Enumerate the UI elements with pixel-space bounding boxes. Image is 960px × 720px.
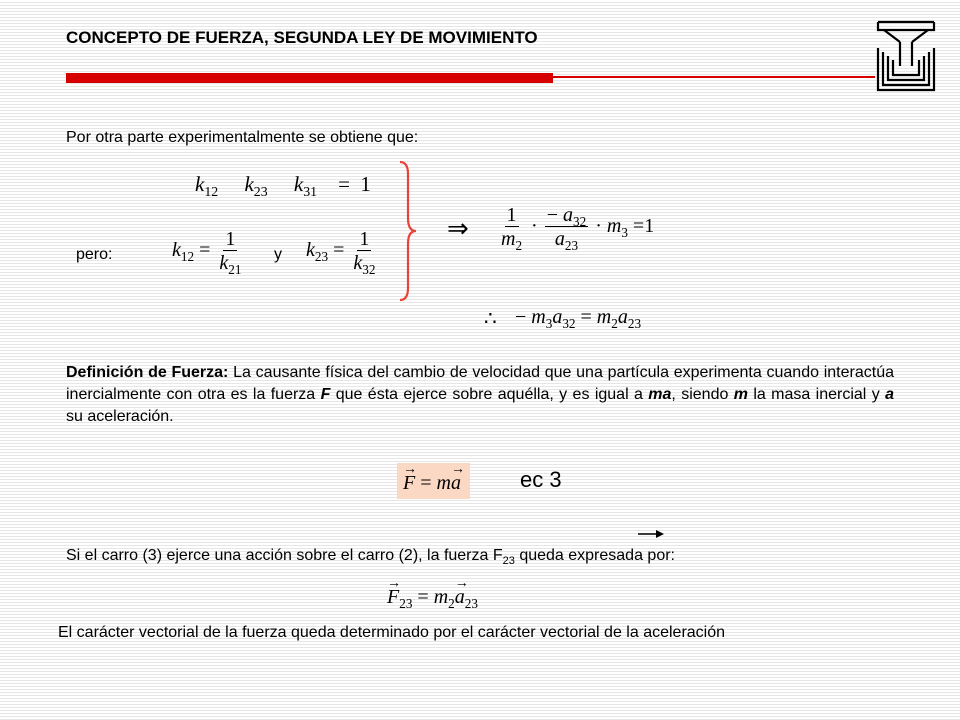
example-sentence: Si el carro (3) ejerce una acción sobre el carro (2), la fuerza $F_{23}$ queda expresada por: — [66, 547, 675, 568]
vector-arrow-icon — [637, 529, 665, 539]
y-label: y — [274, 246, 282, 263]
equation-k12: $k_{12}$ = $\frac{1}{k_{21}}$ — [172, 228, 242, 277]
institution-logo-icon — [874, 18, 938, 92]
k12-subscript: 12 — [204, 183, 219, 199]
newton-law-formula: → F = m→ a — [403, 472, 461, 495]
equation-number-label: ec 3 — [520, 467, 562, 492]
definition-label: Definición de Fuerza: — [66, 364, 229, 381]
implies-arrow-icon: ⇒ — [447, 214, 469, 243]
intro-text: Por otra parte experimentalmente se obtiene que: — [66, 129, 419, 146]
title-underline-line — [553, 76, 875, 78]
right-brace-icon — [396, 160, 420, 302]
equation-f23: → $F_{23} = m_2\to a_{23}$ — [387, 586, 478, 609]
conclusion-paragraph: El carácter vectorial de la fuerza queda determinado por el carácter vectorial de la aceleración — [58, 624, 726, 641]
force-definition-paragraph: Definición de Fuerza: La causante física del cambio de velocidad que una partícula experimenta cuando interactúa inercialmente con otra es la fuerza F que ésta ejerce sobre aquélla, y es igual a ma, siendo m la masa inercial y a su aceleración. — [66, 364, 895, 425]
page-title: CONCEPTO DE FUERZA, SEGUNDA LEY DE MOVIMIENTO — [66, 28, 538, 47]
equation-k23: $k_{23}$ = $\frac{1}{k_{32}}$ — [306, 228, 376, 277]
equation-mass-ratio: $\frac{1}{m_2}$ · $\frac{- a_{32}}{a_{23}}$ · $m_3 =1$ — [501, 204, 655, 253]
pero-label: pero: — [76, 246, 113, 263]
equation-k-product: $k_{12}$ $k_{23}$ $k_{31}$ = 1 — [195, 172, 371, 199]
therefore-symbol: ∴ — [484, 308, 497, 330]
title-underline-bar — [66, 73, 553, 83]
equation-momentum-balance: − $m_3a_{32} = m_2a_{23}$ — [515, 306, 642, 331]
